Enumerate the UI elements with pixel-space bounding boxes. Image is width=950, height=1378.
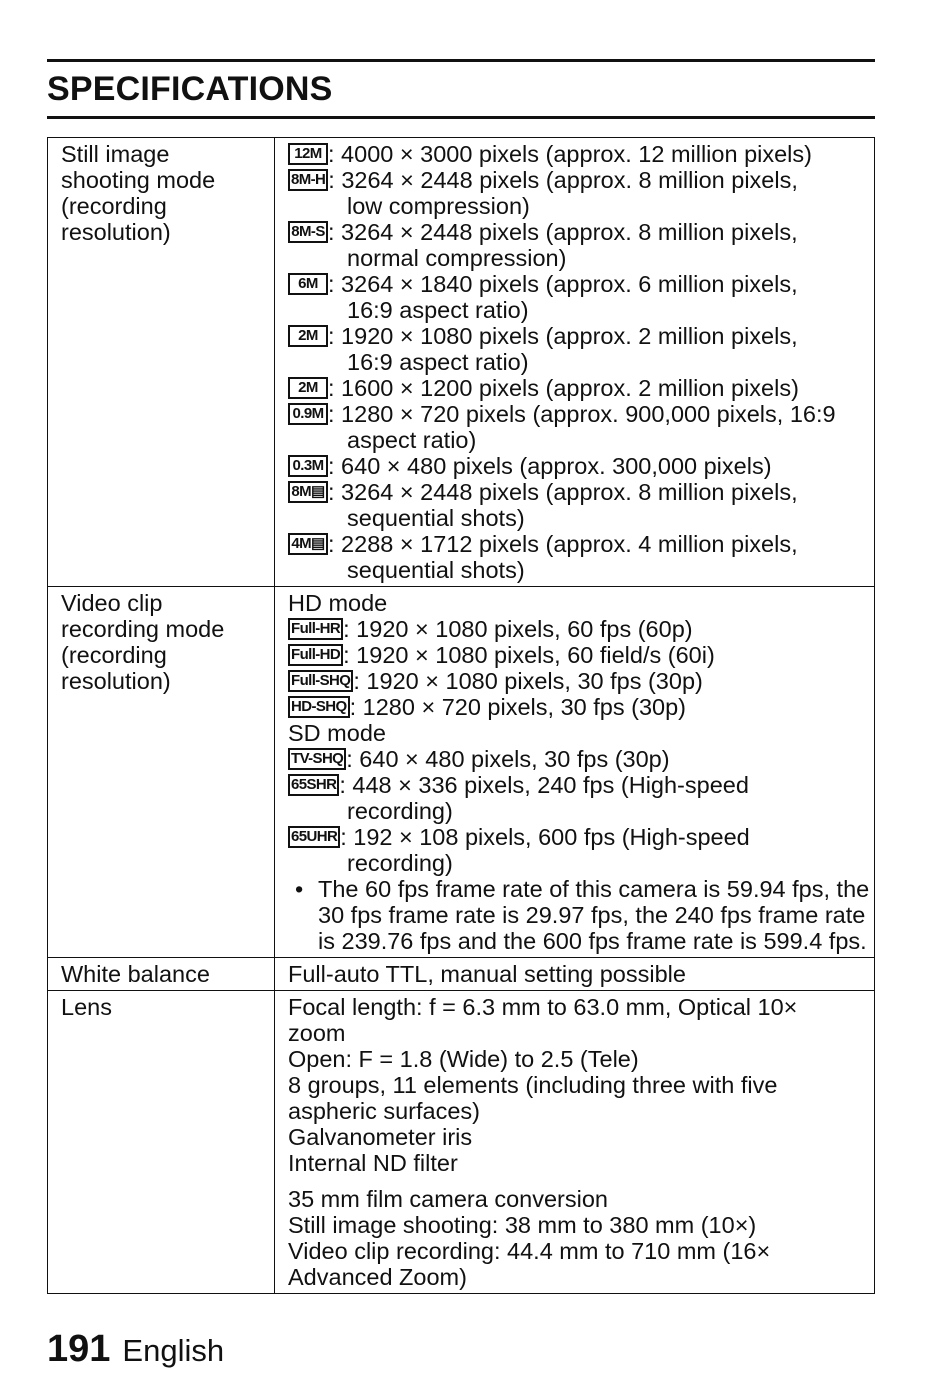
page-number: 191 xyxy=(47,1328,111,1370)
list-item xyxy=(288,746,870,772)
high-speed-shr-icon: 65SHR xyxy=(288,774,339,796)
list-item xyxy=(288,772,870,798)
item-text: : 192 × 108 pixels, 600 fps (High-speed xyxy=(340,824,750,850)
specifications-table xyxy=(47,137,875,1294)
list-item xyxy=(288,323,870,349)
item-text: : 1600 × 1200 pixels (approx. 2 million pixels) xyxy=(328,375,799,401)
item-text: : 2288 × 1712 pixels (approx. 4 million pixels, xyxy=(328,531,798,557)
row-label-video-clip xyxy=(48,587,275,958)
table-row-lens xyxy=(48,991,875,1294)
list-item xyxy=(288,642,870,668)
lens-line: zoom xyxy=(288,1020,346,1046)
table-row-video-clip xyxy=(48,587,875,958)
list-item xyxy=(288,668,870,694)
sd-mode-heading: SD mode xyxy=(288,720,386,746)
item-text-continued: 16:9 aspect ratio) xyxy=(347,297,529,323)
lens-line: 35 mm film camera conversion xyxy=(288,1186,608,1212)
list-item xyxy=(288,141,870,167)
list-item xyxy=(288,824,870,850)
row-value-still-image xyxy=(275,138,875,587)
item-text-continued: aspect ratio) xyxy=(347,427,477,453)
full-shq-icon: Full-SHQ xyxy=(288,670,353,692)
hd-shq-icon: HD-SHQ xyxy=(288,696,350,718)
item-text-continued: sequential shots) xyxy=(347,557,525,583)
item-text: : 3264 × 2448 pixels (approx. 8 million pixels, xyxy=(328,479,798,505)
item-text: : 448 × 336 pixels, 240 fps (High-speed xyxy=(339,772,749,798)
item-text-continued: 16:9 aspect ratio) xyxy=(347,349,529,375)
label-line: Video clip xyxy=(61,590,163,616)
lens-line: aspheric surfaces) xyxy=(288,1098,480,1124)
note-text: The 60 fps frame rate of this camera is 59.94 fps, the 30 fps frame rate is 29.97 fps, the 240 fps frame rate is 239.76 fps and the 600 fps frame rate is 599.4 fps. xyxy=(318,876,870,954)
row-label-still-image xyxy=(48,138,275,587)
sequential-8m-icon: 8M▤ xyxy=(288,481,328,503)
label-line: shooting mode xyxy=(61,167,216,193)
list-item xyxy=(288,479,870,505)
row-label-white-balance: White balance xyxy=(48,958,275,991)
full-hr-icon: Full-HR xyxy=(288,618,343,640)
item-text-continued: recording) xyxy=(347,850,453,876)
sequential-4m-icon: 4M▤ xyxy=(288,533,328,555)
label-line: resolution) xyxy=(61,219,171,245)
list-item xyxy=(288,616,870,642)
list-item xyxy=(288,375,870,401)
high-speed-uhr-icon: 65UHR xyxy=(288,826,340,848)
top-rule xyxy=(47,59,875,62)
list-item xyxy=(288,271,870,297)
table-row-white-balance xyxy=(48,958,875,991)
item-text: : 1280 × 720 pixels, 30 fps (30p) xyxy=(349,694,686,720)
resolution-8m-h-icon: 8M-H xyxy=(288,169,328,191)
page-title: SPECIFICATIONS xyxy=(47,70,333,108)
label-line: Still image xyxy=(61,141,170,167)
frame-rate-note xyxy=(288,876,870,954)
resolution-12m-icon: 12M xyxy=(288,143,328,165)
tv-shq-icon: TV-SHQ xyxy=(288,748,346,770)
lens-line: Open: F = 1.8 (Wide) to 2.5 (Tele) xyxy=(288,1046,639,1072)
full-hd-icon: Full-HD xyxy=(288,644,343,666)
list-item xyxy=(288,694,870,720)
label-line: resolution) xyxy=(61,668,171,694)
item-text: : 1920 × 1080 pixels, 60 fps (60p) xyxy=(343,616,693,642)
row-label-lens: Lens xyxy=(48,991,275,1294)
lens-line: Galvanometer iris xyxy=(288,1124,473,1150)
row-value-lens xyxy=(275,991,875,1294)
label-line: (recording xyxy=(61,193,167,219)
resolution-2m-wide-icon: 2M xyxy=(288,325,328,347)
label-line: (recording xyxy=(61,642,167,668)
lens-line: Focal length: f = 6.3 mm to 63.0 mm, Optical 10× xyxy=(288,994,798,1020)
title-underline xyxy=(47,116,875,119)
item-text-continued: recording) xyxy=(347,798,453,824)
resolution-0-3m-icon: 0.3M xyxy=(288,455,328,477)
item-text: : 3264 × 2448 pixels (approx. 8 million pixels, xyxy=(328,219,798,245)
resolution-2m-icon: 2M xyxy=(288,377,328,399)
page-language: English xyxy=(122,1333,225,1368)
row-value-video-clip xyxy=(275,587,875,958)
list-item xyxy=(288,453,870,479)
item-text: : 640 × 480 pixels, 30 fps (30p) xyxy=(346,746,670,772)
item-text: : 1920 × 1080 pixels, 30 fps (30p) xyxy=(353,668,703,694)
item-text: : 1920 × 1080 pixels (approx. 2 million pixels, xyxy=(328,323,798,349)
resolution-0-9m-icon: 0.9M xyxy=(288,403,328,425)
item-text-continued: sequential shots) xyxy=(347,505,525,531)
label-line: recording mode xyxy=(61,616,225,642)
lens-line: Internal ND filter xyxy=(288,1150,458,1176)
bullet-icon: • xyxy=(295,876,304,902)
item-text: : 640 × 480 pixels (approx. 300,000 pixels) xyxy=(328,453,772,479)
lens-line: Advanced Zoom) xyxy=(288,1264,467,1290)
item-text-continued: low compression) xyxy=(347,193,530,219)
item-text: : 4000 × 3000 pixels (approx. 12 million pixels) xyxy=(328,141,812,167)
list-item xyxy=(288,219,870,245)
row-value-white-balance: Full-auto TTL, manual setting possible xyxy=(275,958,875,991)
item-text: : 3264 × 1840 pixels (approx. 6 million pixels, xyxy=(328,271,798,297)
lens-line: 8 groups, 11 elements (including three with five xyxy=(288,1072,778,1098)
spacer xyxy=(288,1176,870,1186)
hd-mode-heading: HD mode xyxy=(288,590,388,616)
list-item xyxy=(288,401,870,427)
page-footer xyxy=(47,1328,224,1371)
lens-line: Still image shooting: 38 mm to 380 mm (10×) xyxy=(288,1212,757,1238)
resolution-6m-icon: 6M xyxy=(288,273,328,295)
list-item xyxy=(288,531,870,557)
list-item xyxy=(288,167,870,193)
resolution-8m-s-icon: 8M-S xyxy=(288,221,328,243)
item-text: : 1280 × 720 pixels (approx. 900,000 pixels, 16:9 xyxy=(328,401,836,427)
table-row-still-image xyxy=(48,138,875,587)
item-text-continued: normal compression) xyxy=(347,245,567,271)
item-text: : 1920 × 1080 pixels, 60 field/s (60i) xyxy=(343,642,715,668)
lens-line: Video clip recording: 44.4 mm to 710 mm (16× xyxy=(288,1238,771,1264)
item-text: : 3264 × 2448 pixels (approx. 8 million pixels, xyxy=(328,167,798,193)
